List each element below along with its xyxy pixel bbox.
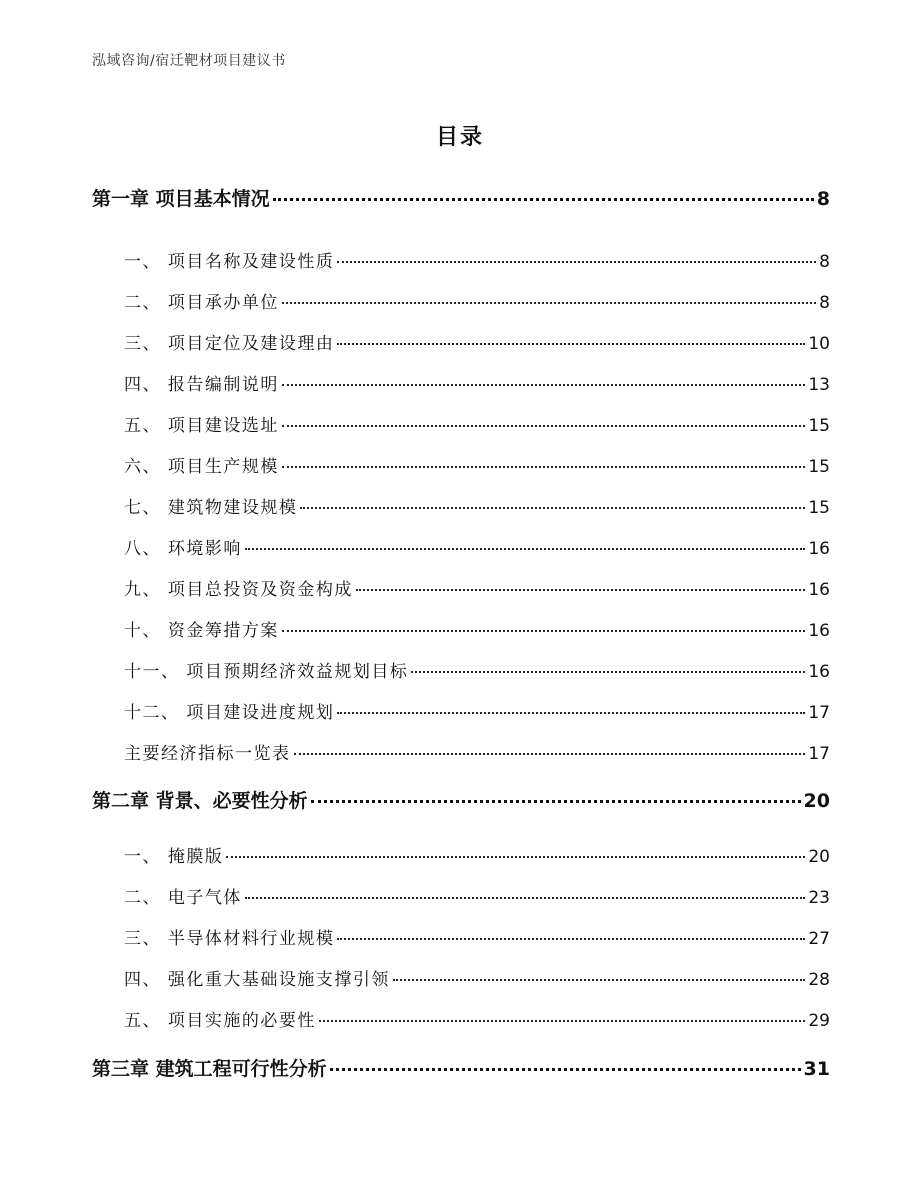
toc-entry-section[interactable] [124,965,830,990]
toc-entry-page: 13 [808,375,830,395]
dot-leader [393,979,805,981]
toc-entry-label: 五、 项目建设选址 [124,416,279,436]
toc-entry-page: 31 [803,1058,830,1080]
dot-leader [273,198,814,201]
toc-entry-page: 10 [808,334,830,354]
toc-entry-page: 8 [819,293,830,313]
toc-entry-page: 20 [808,847,830,867]
dot-leader [330,1068,801,1071]
dot-leader [282,630,805,632]
toc-entry-label: 五、 项目实施的必要性 [124,1011,316,1031]
toc-entry-label: 六、 项目生产规模 [124,457,279,477]
dot-leader [311,800,801,803]
toc-entry-page: 29 [808,1011,830,1031]
toc-entry-label: 第一章 项目基本情况 [92,188,270,210]
toc-entry-label: 一、 项目名称及建设性质 [124,252,335,272]
toc-entry-chapter-1[interactable] [92,184,830,211]
toc-entry-page: 23 [808,888,830,908]
dot-leader [300,507,805,509]
toc-entry-page: 8 [816,188,830,210]
toc-entry-section[interactable] [124,247,830,272]
toc-entry-label: 第三章 建筑工程可行性分析 [92,1058,327,1080]
toc-entry-label: 三、 项目定位及建设理由 [124,334,335,354]
toc-entry-section[interactable] [124,616,830,641]
toc-entry-label: 二、 项目承办单位 [124,293,279,313]
toc-entry-label: 三、 半导体材料行业规模 [124,929,335,949]
dot-leader [337,343,805,345]
dot-leader [319,1020,805,1022]
dot-leader [282,425,805,427]
dot-leader [226,856,805,858]
toc-entry-label: 主要经济指标一览表 [124,744,291,764]
dot-leader [337,712,805,714]
dot-leader [282,384,805,386]
toc-entry-section[interactable] [124,842,830,867]
toc-entry-label: 第二章 背景、必要性分析 [92,790,308,812]
toc-entry-chapter-3[interactable] [92,1054,830,1081]
toc-entry-section[interactable] [124,883,830,908]
toc-entry-section[interactable] [124,329,830,354]
toc-entry-section[interactable] [124,534,830,559]
toc-entry-section[interactable] [124,411,830,436]
toc-entry-label: 十一、 项目预期经济效益规划目标 [124,662,409,682]
toc-entry-section[interactable] [124,924,830,949]
toc-title: 目录 [435,125,484,150]
dot-leader [282,466,805,468]
toc-entry-section[interactable] [124,575,830,600]
toc-entry-section[interactable] [124,657,830,682]
toc-entry-section[interactable] [124,1006,830,1031]
toc-entry-label: 一、 掩膜版 [124,847,224,867]
toc-entry-page: 8 [819,252,830,272]
dot-leader [356,589,805,591]
dot-leader [411,671,805,673]
dot-leader [245,548,805,550]
toc-entry-label: 八、 环境影响 [124,539,242,559]
toc-entry-section[interactable] [124,370,830,395]
toc-entry-page: 15 [808,457,830,477]
toc-entry-label: 四、 强化重大基础设施支撑引领 [124,970,390,990]
toc-entry-page: 16 [808,621,830,641]
toc-entry-page: 16 [808,580,830,600]
dot-leader [294,753,806,755]
toc-entry-section[interactable] [124,288,830,313]
toc-entry-section[interactable] [124,452,830,477]
toc-entry-page: 20 [803,790,830,812]
toc-entry-section[interactable] [124,698,830,723]
toc-entry-section[interactable] [124,493,830,518]
toc-entry-page: 28 [808,970,830,990]
dot-leader [337,261,816,263]
toc-entry-page: 27 [808,929,830,949]
dot-leader [245,897,805,899]
toc-entry-page: 17 [808,744,830,764]
toc-entry-page: 15 [808,498,830,518]
toc-entry-label: 四、 报告编制说明 [124,375,279,395]
page-header: 泓域咨询/宿迁靶材项目建议书 [92,53,286,69]
toc-entry-page: 16 [808,539,830,559]
toc-entry-page: 15 [808,416,830,436]
toc-entry-label: 七、 建筑物建设规模 [124,498,298,518]
toc-entry-chapter-2[interactable] [92,786,830,813]
toc-entry-label: 二、 电子气体 [124,888,242,908]
dot-leader [337,938,805,940]
dot-leader [282,302,816,304]
toc-entry-section[interactable] [124,739,830,764]
toc-entry-page: 17 [808,703,830,723]
toc-entry-label: 十、 资金筹措方案 [124,621,279,641]
toc-entry-label: 九、 项目总投资及资金构成 [124,580,353,600]
toc-entry-page: 16 [808,662,830,682]
toc-entry-label: 十二、 项目建设进度规划 [124,703,335,723]
